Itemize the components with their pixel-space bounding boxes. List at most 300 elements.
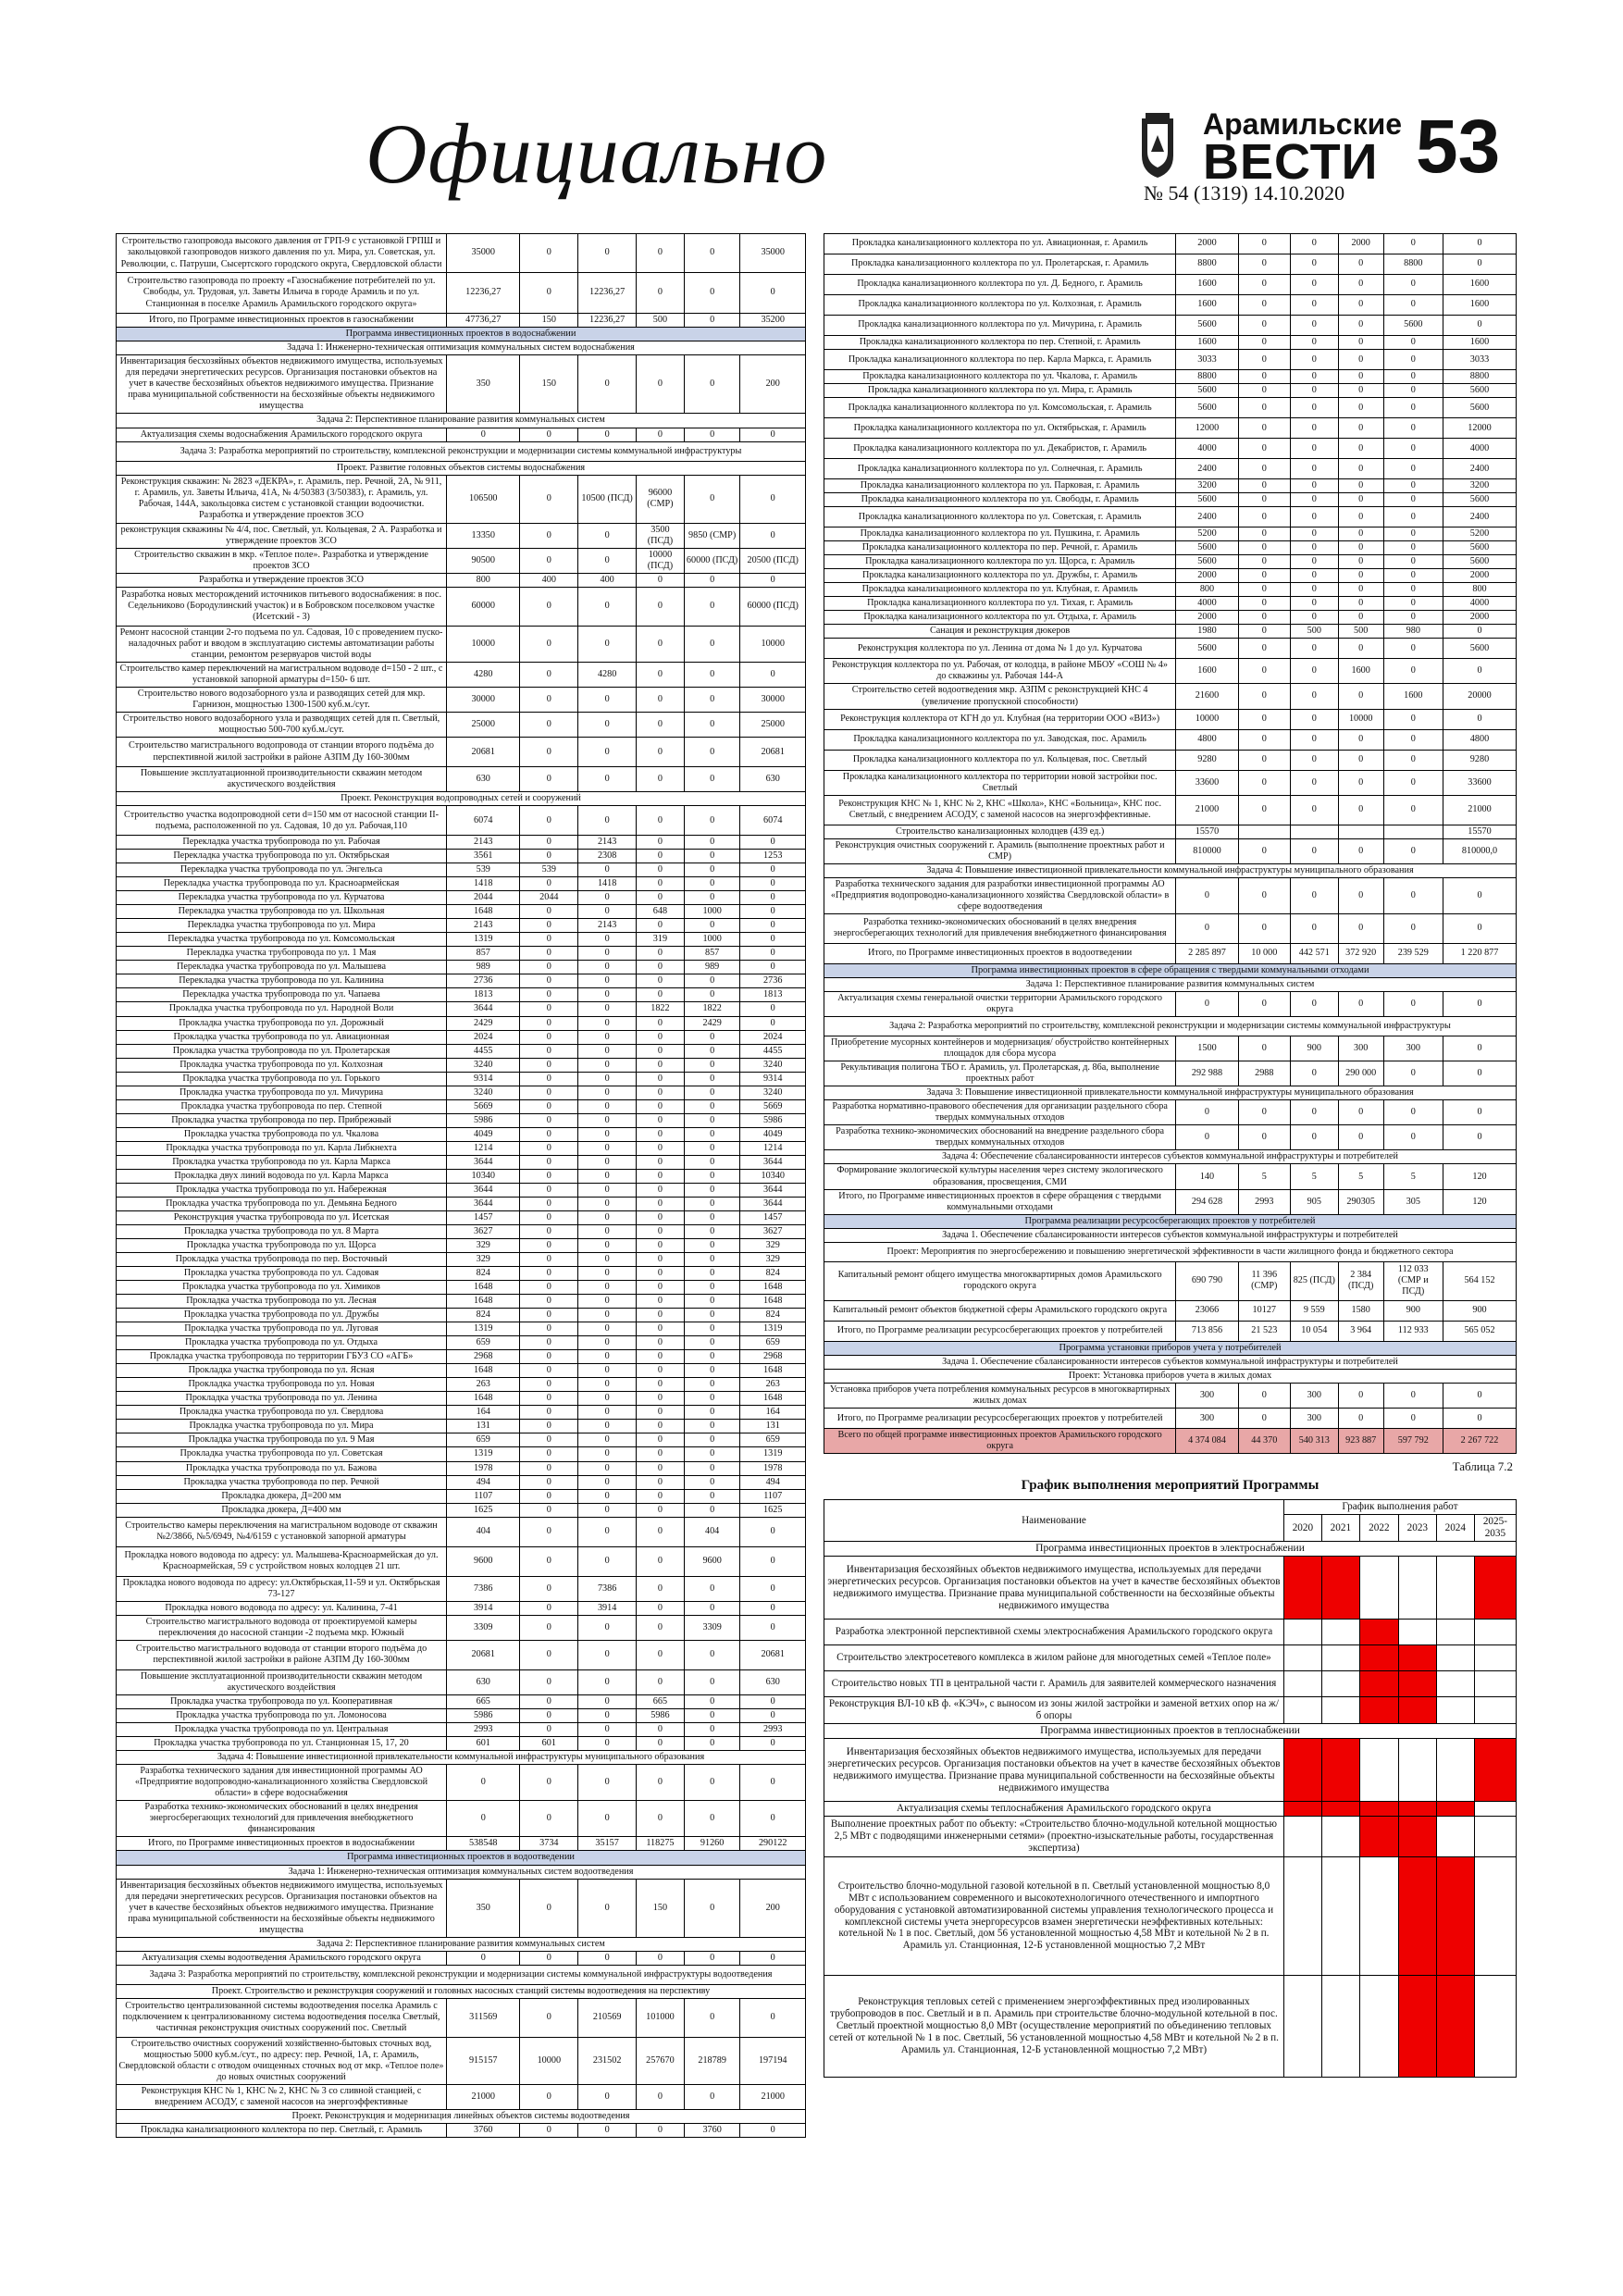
schedule-cell-empty [1321,1620,1359,1645]
row-value: 0 [637,273,685,314]
task-header: Задача 1: Перспективное планирование развития коммунальных систем [824,978,1517,992]
row-value: 1978 [740,1461,806,1475]
row-value: 0 [1383,295,1443,316]
row-value: 3561 [447,850,520,863]
row-value: 9600 [684,1546,740,1576]
row-value: 1648 [447,1364,520,1378]
row-value: 239 529 [1383,943,1443,963]
table-row [824,659,1517,684]
row-value: 0 [684,877,740,891]
row-value: 539 [447,863,520,877]
row-value: 494 [447,1475,520,1489]
row-value: 857 [684,947,740,961]
row-value: 630 [447,1669,520,1694]
row-value: 601 [520,1736,578,1750]
table-row [117,1309,806,1322]
row-value: 0 [1290,659,1338,684]
row-value: 0 [1238,234,1290,254]
row-value: 0 [1443,659,1516,684]
schedule-cell-empty [1436,1557,1474,1620]
row-label: Прокладка канализационного коллектора по ул. Отдыха, г. Арамиль [824,611,1176,625]
row-value: 350 [447,355,520,414]
table-row [117,1113,806,1127]
row-value: 0 [684,1309,740,1322]
row-value: 101000 [637,1998,685,2037]
row-value: 0 [1238,275,1290,295]
row-value: 0 [684,1392,740,1406]
schedule-cell-filled [1398,1697,1436,1724]
row-value: 0 [1176,877,1239,913]
row-value: 2024 [447,1030,520,1044]
row-value: 0 [1290,877,1338,913]
row-value: 4000 [1443,439,1516,459]
schedule-cell-filled [1436,1857,1474,1976]
row-value: 10 054 [1290,1321,1338,1341]
row-value: 0 [520,1669,578,1694]
section-header: Программа реализации ресурсосберегающих проектов у потребителей [824,1214,1517,1228]
schedule-title: График выполнения мероприятий Программы [1021,1478,1319,1494]
row-value: 60000 (ПСД) [684,548,740,573]
row-value: 0 [1290,1125,1338,1150]
row-value: 0 [1290,597,1338,611]
row-value: 10000 [740,626,806,662]
task-header-row [117,1937,806,1951]
row-value: 0 [1383,795,1443,825]
row-value: 0 [684,1669,740,1694]
table-row [824,336,1517,350]
table-row [824,439,1517,459]
investment-table-left [116,233,806,2138]
table-row [117,1197,806,1210]
row-value: 200 [740,355,806,414]
row-value: 0 [520,1141,578,1155]
row-value: 5600 [1176,398,1239,418]
row-value: 0 [1238,527,1290,541]
row-value: 0 [1238,877,1290,913]
row-value: 0 [1338,583,1383,597]
row-value: 3500 (ПСД) [637,523,685,548]
row-value: 5600 [1443,493,1516,507]
row-label: Перекладка участка трубопровода по ул. 1 Мая [117,947,447,961]
schedule-row [824,1671,1517,1697]
row-value: 0 [740,1517,806,1546]
row-value: 0 [1338,838,1383,863]
row-label: Прокладка участка трубопровода по ул. Луговая [117,1322,447,1336]
schedule-cell-filled [1474,1557,1516,1620]
row-label: Перекладка участка трубопровода по ул. Малышева [117,961,447,974]
task-header: Проект. Развитие головных объектов системы водоснабжения [117,461,806,475]
row-value: 0 [637,988,685,1002]
row-value: 0 [1238,625,1290,639]
row-value: 1625 [447,1503,520,1517]
row-value: 0 [1443,625,1516,639]
row-value: 0 [1338,479,1383,493]
row-value: 2968 [740,1350,806,1364]
task-header: Задача 1: Инженерно-техническая оптимизация коммунальных систем водоотведения [117,1865,806,1879]
row-value: 0 [637,1295,685,1309]
row-value: 0 [1383,838,1443,863]
row-label: Рекультивация полигона ТБО г. Арамиль, ул. Пролетарская, д. 86а, выполнение проектных работ [824,1061,1176,1086]
row-value: 0 [520,947,578,961]
row-value: 0 [684,1736,740,1750]
row-value: 0 [1290,316,1338,336]
row-value: 21000 [740,2084,806,2109]
year-header: 2020 [1283,1515,1321,1542]
row-value: 0 [520,1127,578,1141]
schedule-cell-empty [1436,1671,1474,1697]
row-label: Перекладка участка трубопровода по ул. Курчатова [117,891,447,905]
row-value: 0 [637,1224,685,1238]
row-value: 0 [520,428,578,441]
row-value: 0 [520,738,578,767]
row-value: 2000 [1443,611,1516,625]
row-value: 0 [637,863,685,877]
row-value: 0 [684,1141,740,1155]
row-value: 0 [578,355,637,414]
task-header-row [117,414,806,428]
row-value: 0 [578,523,637,548]
row-value: 5600 [1176,384,1239,398]
row-value: 0 [637,1503,685,1517]
row-value: 0 [520,1267,578,1281]
table-row [117,1837,806,1851]
table-row [117,1364,806,1378]
section-header: Программа установки приборов учета у потребителей [824,1341,1517,1355]
table-row [824,370,1517,384]
row-value: 0 [520,1615,578,1640]
table-row [117,1669,806,1694]
row-value: 0 [684,1601,740,1615]
row-value: 3644 [740,1197,806,1210]
row-label: Прокладка канализационного коллектора по ул. Кольцевая, пос. Светлый [824,750,1176,770]
schedule-cell-filled [1398,1802,1436,1817]
row-label: Прокладка участка трубопровода по ул. Ясная [117,1364,447,1378]
row-value: 0 [1238,992,1290,1017]
table-row [117,1099,806,1113]
schedule-cell-empty [1283,1620,1321,1645]
row-value: 210569 [578,1998,637,2037]
row-value: 0 [447,1765,520,1801]
row-label: Прокладка участка трубопровода по ул. Пролетарская [117,1044,447,1058]
row-value: 0 [1338,398,1383,418]
row-value: 0 [578,428,637,441]
row-label: Прокладка нового водовода по адресу: ул.Октябрьская,11-59 и ул. Октябрьская 73-127 [117,1576,447,1601]
row-value: 5600 [1383,316,1443,336]
row-value: 150 [637,1879,685,1937]
row-value: 0 [1290,913,1338,943]
row-value: 0 [637,1044,685,1058]
row-value: 0 [740,573,806,587]
row-value: 0 [684,1030,740,1044]
row-value: 0 [637,891,685,905]
row-value: 0 [740,662,806,687]
schedule-row [824,1557,1517,1620]
row-value: 0 [1338,418,1383,439]
row-label: Перекладка участка трубопровода по ул. Школьная [117,905,447,919]
row-value: 0 [520,1253,578,1267]
row-value: 5 [1383,1164,1443,1189]
row-value: 5600 [1176,316,1239,336]
schedule-cell-filled [1321,1802,1359,1817]
row-value: 0 [637,836,685,850]
task-header: Задача 1: Инженерно-техническая оптимизация коммунальных систем водоснабжения [117,341,806,355]
row-value: 0 [637,1420,685,1433]
row-value: 400 [578,573,637,587]
row-value: 0 [520,1239,578,1253]
row-value: 0 [684,1503,740,1517]
row-value: 0 [1238,597,1290,611]
table-caption: Таблица 7.2 [1452,1459,1513,1474]
row-value: 0 [1290,611,1338,625]
row-value: 2000 [1176,569,1239,583]
schedule-cell-empty [1321,1645,1359,1671]
row-label: Прокладка канализационного коллектора по ул. Октябрьская, г. Арамиль [824,418,1176,439]
row-value: 0 [684,1072,740,1086]
row-value: 564 152 [1443,1261,1516,1300]
row-label: Разработка технико-экономических обоснований на внедрение раздельного сбора твердых коммунальных отходов [824,1125,1176,1150]
row-value: 2000 [1176,234,1239,254]
row-value: 2400 [1443,459,1516,479]
row-value: 0 [637,1322,685,1336]
row-value: 0 [520,1475,578,1489]
task-header-row [117,341,806,355]
row-value: 0 [1238,838,1290,863]
row-value: 0 [684,1364,740,1378]
row-value: 0 [578,1765,637,1801]
row-value: 0 [578,1392,637,1406]
row-value: 300 [1338,1036,1383,1061]
row-value: 0 [1383,384,1443,398]
row-value: 1000 [684,933,740,947]
row-value: 0 [520,1281,578,1295]
row-label: Прокладка канализационного коллектора по ул. Щорса, г. Арамиль [824,555,1176,569]
row-value: 900 [1383,1300,1443,1321]
table-row [824,479,1517,493]
row-value: 0 [578,1016,637,1030]
table-row [824,625,1517,639]
row-value: 0 [1290,838,1338,863]
task-header: Задача 3: Разработка мероприятий по строительству, комплексной реконструкции и модернизации системы коммунальной инфраструктуры водоотведения [117,1965,806,1984]
row-label: Итого, по Программе реализации ресурсосберегающих проектов у потребителей [824,1321,1176,1341]
row-value: 0 [447,428,520,441]
table-row [824,1384,1517,1409]
row-value: 2143 [578,919,637,933]
schedule-cell-filled [1321,1739,1359,1802]
row-value: 3200 [1443,479,1516,493]
row-value: 0 [637,806,685,836]
row-value: 0 [578,961,637,974]
table-row [117,919,806,933]
row-value: 0 [637,1350,685,1364]
task-header-row [117,441,806,461]
section-title: Официально [365,106,828,201]
schedule-cell-empty [1474,1976,1516,2078]
row-value: 800 [1176,583,1239,597]
row-value: 0 [1383,913,1443,943]
row-label: Разработка технико-экономических обоснований в целях внедрения энергосберегающих технологий для привлечения внебюджетного финансирования [824,913,1176,943]
row-value: 15570 [1443,825,1516,838]
task-header-row [117,792,806,806]
row-value: 0 [637,1576,685,1601]
table-row [117,428,806,441]
row-value: 0 [520,806,578,836]
row-label: Реконструкция коллектора от КГН до ул. Клубная (на территории ООО «ВИЗ») [824,709,1176,729]
row-value: 0 [520,1406,578,1420]
row-label: Всего по общей программе инвестиционных проектов Арамильского городского округа [824,1429,1176,1454]
row-value: 9314 [740,1072,806,1086]
row-label: Повышение эксплуатационной производительности скважин методом акустического воздействия [117,767,447,792]
row-value: 0 [520,961,578,974]
row-value: 0 [578,1546,637,1576]
row-value: 0 [1383,234,1443,254]
row-value: 0 [1290,479,1338,493]
row-value: 0 [520,1155,578,1169]
row-label: Итого, по Программе инвестиционных проектов в сфере обращения с твердыми коммунальными отходами [824,1189,1176,1214]
row-value: 500 [1338,625,1383,639]
row-value: 0 [578,1420,637,1433]
row-value: 0 [520,1044,578,1058]
row-value: 989 [684,961,740,974]
row-value: 0 [637,234,685,273]
schedule-cell-filled [1359,1802,1398,1817]
row-value: 0 [520,1433,578,1447]
row-label: Реконструкция скважин: № 2823 «ДЕКРА», г. Арамиль, пер. Речной, 2А, № 911, г. Арамиль, ул. Заветы Ильича, 41А, № 4/50383 (3/50383), г. Арамиль, ул. Рабочая, 144А, закольцовка систем с установкой станции водоочистки. Разработка и утверждение проектов ЗСО [117,475,447,523]
row-value: 1580 [1338,1300,1383,1321]
row-value: 2024 [740,1030,806,1044]
row-label: Прокладка канализационного коллектора по пер. Светлый, г. Арамиль [117,2124,447,2138]
row-value: 0 [1238,659,1290,684]
row-value: 0 [684,1295,740,1309]
row-value: 3627 [740,1224,806,1238]
row-value: 0 [1338,877,1383,913]
row-value: 2 285 897 [1176,943,1239,963]
table-row [824,684,1517,709]
row-label: Прокладка канализационного коллектора по пер. Речной, г. Арамиль [824,541,1176,555]
row-label: Прокладка участка трубопровода по ул. Мира [117,1420,447,1433]
table-row [824,275,1517,295]
page-number: 53 [1416,105,1501,189]
row-value: 824 [447,1267,520,1281]
row-value: 0 [637,1253,685,1267]
issue-number: № 54 (1319) 14.10.2020 [1144,181,1345,205]
row-value [1238,825,1290,838]
schedule-row [824,1802,1517,1817]
row-label: Прокладка участка трубопровода по ул. 9 Мая [117,1433,447,1447]
row-value: 0 [578,1322,637,1336]
row-value: 0 [578,738,637,767]
row-value: 0 [1383,729,1443,750]
row-label: Прокладка участка трубопровода по ул. Мичурина [117,1086,447,1099]
task-header: Проект. Реконструкция и модернизация линейных объектов системы водоотведения [117,2109,806,2123]
row-value: 0 [520,1378,578,1392]
table-row [824,770,1517,795]
row-value: 0 [520,662,578,687]
row-value: 1822 [637,1002,685,1016]
row-value: 197194 [740,2037,806,2084]
row-value: 1980 [1176,625,1239,639]
row-value: 0 [637,687,685,712]
row-value: 0 [520,1879,578,1937]
row-value: 500 [1290,625,1338,639]
row-value: 9 559 [1290,1300,1338,1321]
table-row [117,863,806,877]
row-value: 311569 [447,1998,520,2037]
row-value: 0 [578,1489,637,1503]
row-value: 1600 [1176,336,1239,350]
row-label: Прокладка канализационного коллектора по ул. Комсомольская, г. Арамиль [824,398,1176,418]
table-row [117,877,806,891]
row-value: 0 [1290,254,1338,275]
row-value: 0 [1290,384,1338,398]
row-value: 3644 [447,1183,520,1197]
row-value: 0 [578,1708,637,1722]
schedule-activity: Строительство электросетевого комплекса в жилом районе для многодетных семей «Теплое поле» [824,1645,1284,1671]
row-value: 0 [578,1669,637,1694]
schedule-cell-empty [1283,1645,1321,1671]
row-value: 0 [684,314,740,328]
row-value: 1625 [740,1503,806,1517]
row-value: 0 [578,1336,637,1350]
table-row [117,1576,806,1601]
row-value: 0 [520,1309,578,1322]
row-value: 1648 [447,1281,520,1295]
row-value: 0 [1238,1125,1290,1150]
section-header-row [117,1851,806,1865]
row-value: 164 [740,1406,806,1420]
row-value: 0 [637,1030,685,1044]
row-value: 0 [1338,384,1383,398]
row-value: 4 374 084 [1176,1429,1239,1454]
row-value: 0 [637,1433,685,1447]
row-value: 1600 [1443,295,1516,316]
row-value: 1978 [447,1461,520,1475]
row-value: 0 [520,974,578,988]
row-value: 0 [1290,583,1338,597]
row-value: 5200 [1176,527,1239,541]
row-value: 5986 [447,1113,520,1127]
row-value: 0 [578,1447,637,1461]
row-value: 329 [447,1239,520,1253]
row-label: Инвентаризация бесхозяйных объектов недвижимого имущества, используемых для передачи энергетических ресурсов. Организация постановки объектов на учет в качестве бесхозяйных объектов недвижимого имущества. Признание права муниципальной собственности на бесхозяйные объекты недвижимого имущества [117,355,447,414]
row-value: 0 [637,877,685,891]
table-row [117,933,806,947]
row-value: 0 [637,1281,685,1295]
row-label: Прокладка канализационного коллектора по ул. Советская, г. Арамиль [824,507,1176,527]
row-label: Прокладка канализационного коллектора по ул. Заводская, пос. Арамиль [824,729,1176,750]
row-value: 0 [578,1433,637,1447]
table-row [117,961,806,974]
row-value: 0 [520,1336,578,1350]
row-value: 0 [637,662,685,687]
row-value: 0 [637,1210,685,1224]
row-label: Строительство камер переключений на магистральном водоводе d=150 - 2 шт., с установкой запорной арматуры d=150- 6 шт. [117,662,447,687]
row-value: 665 [447,1694,520,1708]
row-value: 0 [520,1722,578,1736]
row-value: 0 [1338,541,1383,555]
row-value: 0 [637,1267,685,1281]
table-row [117,1210,806,1224]
row-value: 0 [740,1801,806,1837]
row-value: 0 [578,1253,637,1267]
row-value: 800 [447,573,520,587]
row-value: 0 [684,1708,740,1722]
row-value: 0 [637,1615,685,1640]
table-row [824,295,1517,316]
row-value: 0 [684,587,740,626]
row-value: 1319 [740,1447,806,1461]
row-value: 9850 (СМР) [684,523,740,548]
row-value: 0 [684,712,740,737]
